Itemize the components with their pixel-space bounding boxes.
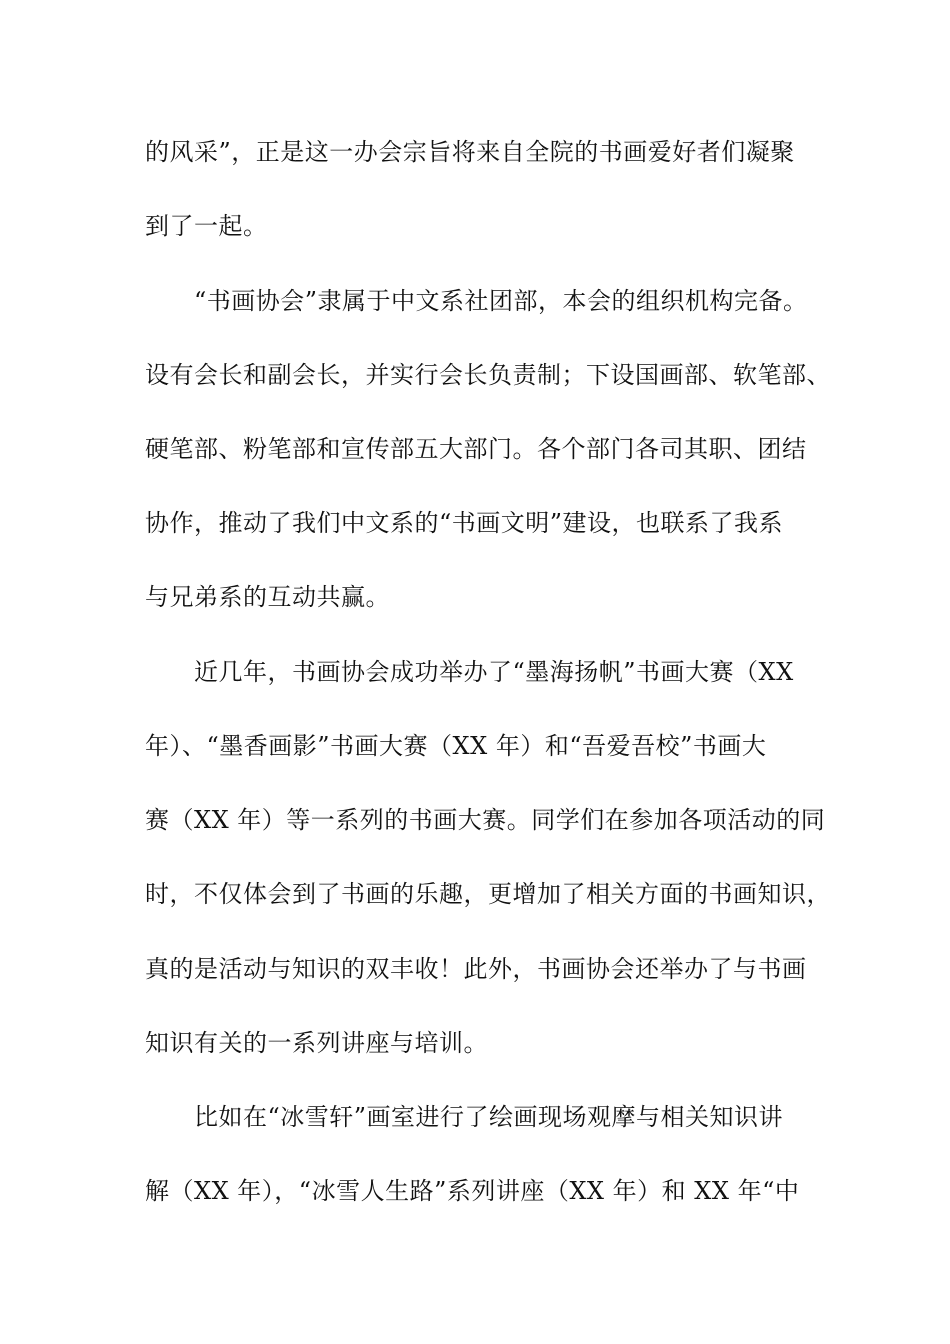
text-line: 的风采”，正是这一办会宗旨将来自全院的书画爱好者们凝聚 bbox=[145, 138, 795, 166]
text-line: 知识有关的一系列讲座与培训。 bbox=[145, 1029, 488, 1057]
paragraph-start-line: 比如在“冰雪轩”画室进行了绘画现场观摩与相关知识讲 bbox=[194, 1103, 784, 1131]
text-line: 与兄弟系的互动共赢。 bbox=[145, 583, 390, 611]
text-line: 赛（XX 年）等一系列的书画大赛。同学们在参加各项活动的同 bbox=[145, 806, 826, 834]
paragraph-start-line: “书画协会”隶属于中文系社团部，本会的组织机构完备。 bbox=[194, 287, 808, 315]
text-line: 硬笔部、粉笔部和宣传部五大部门。各个部门各司其职、团结 bbox=[145, 435, 807, 463]
text-line: 设有会长和副会长，并实行会长负责制；下设国画部、软笔部、 bbox=[145, 361, 831, 389]
text-line: 真的是活动与知识的双丰收！此外，书画协会还举办了与书画 bbox=[145, 955, 807, 983]
text-line: 解（XX 年），“冰雪人生路”系列讲座（XX 年）和 XX 年“中 bbox=[145, 1177, 800, 1205]
text-line: 年）、“墨香画影”书画大赛（XX 年）和“吾爱吾校”书画大 bbox=[145, 732, 767, 760]
text-line: 时，不仅体会到了书画的乐趣，更增加了相关方面的书画知识， bbox=[145, 880, 831, 908]
text-line: 到了一起。 bbox=[145, 212, 268, 240]
text-line: 协作，推动了我们中文系的“书画文明”建设，也联系了我系 bbox=[145, 509, 784, 537]
paragraph-start-line: 近几年，书画协会成功举办了“墨海扬帆”书画大赛（XX bbox=[194, 658, 794, 686]
